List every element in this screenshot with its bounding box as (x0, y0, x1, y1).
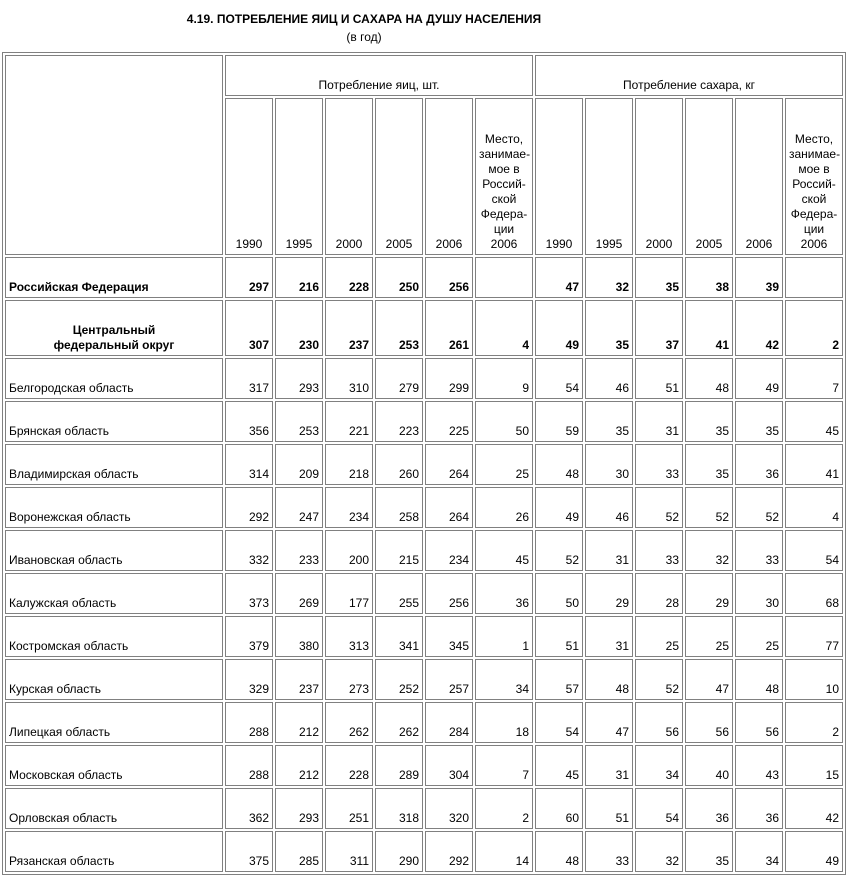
eggs-place: 1 (475, 616, 533, 657)
eggs-place: 45 (475, 530, 533, 571)
sugar-value-1990: 57 (535, 659, 583, 700)
sugar-value-2006: 56 (735, 702, 783, 743)
eggs-place: 50 (475, 401, 533, 442)
sugar-value-2006: 42 (735, 300, 783, 356)
sugar-place: 77 (785, 616, 843, 657)
sugar-value-1990: 48 (535, 831, 583, 872)
eggs-value-2006: 256 (425, 257, 473, 298)
eggs-value-2000: 177 (325, 573, 373, 614)
region-name: Калужская область (5, 573, 223, 614)
table-row (5, 300, 843, 356)
sugar-value-1995: 35 (585, 300, 633, 356)
sugar-value-1995: 51 (585, 788, 633, 829)
eggs-value-1990: 356 (225, 401, 273, 442)
eggs-year-header-2005: 2005 (375, 98, 423, 255)
eggs-year-header-2000: 2000 (325, 98, 373, 255)
table-row (5, 788, 843, 829)
eggs-value-2000: 251 (325, 788, 373, 829)
table-row (5, 702, 843, 743)
sugar-value-1990: 49 (535, 487, 583, 528)
eggs-value-1995: 380 (275, 616, 323, 657)
eggs-value-2005: 223 (375, 401, 423, 442)
sugar-value-2006: 36 (735, 444, 783, 485)
eggs-place: 26 (475, 487, 533, 528)
table-row (5, 401, 843, 442)
table-row (5, 257, 843, 298)
sugar-value-2005: 41 (685, 300, 733, 356)
sugar-value-1990: 59 (535, 401, 583, 442)
region-name: Воронежская область (5, 487, 223, 528)
sugar-value-2000: 52 (635, 487, 683, 528)
sugar-value-2000: 31 (635, 401, 683, 442)
eggs-value-1995: 293 (275, 788, 323, 829)
region-name: Ивановская область (5, 530, 223, 571)
sugar-place: 2 (785, 300, 843, 356)
eggs-value-1995: 293 (275, 358, 323, 399)
sugar-value-1995: 32 (585, 257, 633, 298)
eggs-value-2006: 234 (425, 530, 473, 571)
sugar-value-2005: 35 (685, 831, 733, 872)
sugar-value-1995: 33 (585, 831, 633, 872)
region-name: Орловская область (5, 788, 223, 829)
sugar-value-1990: 52 (535, 530, 583, 571)
sugar-value-2006: 39 (735, 257, 783, 298)
eggs-value-2006: 225 (425, 401, 473, 442)
eggs-value-1995: 212 (275, 745, 323, 786)
sugar-value-2000: 35 (635, 257, 683, 298)
sugar-group-header: Потребление сахара, кг (535, 55, 843, 96)
eggs-value-2005: 279 (375, 358, 423, 399)
sugar-value-2006: 33 (735, 530, 783, 571)
sugar-value-2000: 25 (635, 616, 683, 657)
sugar-value-2006: 30 (735, 573, 783, 614)
sugar-value-2005: 32 (685, 530, 733, 571)
sugar-year-header-2006: 2006 (735, 98, 783, 255)
eggs-place: 34 (475, 659, 533, 700)
region-name: Курская область (5, 659, 223, 700)
eggs-value-1990: 375 (225, 831, 273, 872)
sugar-value-2005: 40 (685, 745, 733, 786)
eggs-value-2005: 255 (375, 573, 423, 614)
eggs-value-1990: 317 (225, 358, 273, 399)
eggs-value-2006: 261 (425, 300, 473, 356)
corner-cell (5, 55, 223, 255)
table-row (5, 831, 843, 872)
sugar-value-1995: 46 (585, 358, 633, 399)
eggs-value-1995: 209 (275, 444, 323, 485)
eggs-value-1990: 332 (225, 530, 273, 571)
sugar-value-2005: 35 (685, 444, 733, 485)
group-header-row (5, 55, 843, 96)
eggs-value-2006: 264 (425, 444, 473, 485)
sugar-place-header: Место, занимае- мое в Россий- ской Федера- ции 2006 (785, 98, 843, 255)
eggs-value-2005: 253 (375, 300, 423, 356)
eggs-value-1995: 269 (275, 573, 323, 614)
region-name: Костромская область (5, 616, 223, 657)
sugar-value-1995: 31 (585, 530, 633, 571)
sugar-place: 54 (785, 530, 843, 571)
sugar-value-1990: 50 (535, 573, 583, 614)
eggs-value-1990: 307 (225, 300, 273, 356)
sugar-value-2005: 52 (685, 487, 733, 528)
eggs-place: 7 (475, 745, 533, 786)
sugar-value-1990: 54 (535, 702, 583, 743)
eggs-value-2005: 260 (375, 444, 423, 485)
eggs-value-2006: 257 (425, 659, 473, 700)
sugar-place: 10 (785, 659, 843, 700)
table-row (5, 444, 843, 485)
eggs-value-1990: 329 (225, 659, 273, 700)
eggs-value-2005: 290 (375, 831, 423, 872)
sugar-value-2005: 25 (685, 616, 733, 657)
eggs-place: 25 (475, 444, 533, 485)
sugar-place: 41 (785, 444, 843, 485)
eggs-value-1990: 362 (225, 788, 273, 829)
eggs-value-2006: 292 (425, 831, 473, 872)
table-row (5, 616, 843, 657)
table-row (5, 358, 843, 399)
table-row (5, 659, 843, 700)
eggs-value-2000: 262 (325, 702, 373, 743)
consumption-table (2, 52, 846, 875)
sugar-year-header-1995: 1995 (585, 98, 633, 255)
sugar-value-2005: 48 (685, 358, 733, 399)
sugar-value-2006: 25 (735, 616, 783, 657)
eggs-group-header: Потребление яиц, шт. (225, 55, 533, 96)
sugar-value-1990: 49 (535, 300, 583, 356)
eggs-value-2000: 237 (325, 300, 373, 356)
sugar-value-1995: 48 (585, 659, 633, 700)
eggs-value-1990: 314 (225, 444, 273, 485)
region-name: Брянская область (5, 401, 223, 442)
sugar-value-1995: 30 (585, 444, 633, 485)
eggs-value-2005: 341 (375, 616, 423, 657)
eggs-value-1995: 230 (275, 300, 323, 356)
sugar-value-1995: 47 (585, 702, 633, 743)
sugar-value-1990: 51 (535, 616, 583, 657)
sugar-value-2006: 43 (735, 745, 783, 786)
eggs-value-1995: 212 (275, 702, 323, 743)
sugar-value-2005: 38 (685, 257, 733, 298)
eggs-value-2000: 221 (325, 401, 373, 442)
table-title: 4.19. ПОТРЕБЛЕНИЕ ЯИЦ И САХАРА НА ДУШУ НАСЕЛЕНИЯ (186, 12, 542, 26)
sugar-value-1995: 46 (585, 487, 633, 528)
sugar-value-1990: 60 (535, 788, 583, 829)
eggs-place: 2 (475, 788, 533, 829)
eggs-value-1990: 373 (225, 573, 273, 614)
table-row (5, 530, 843, 571)
sugar-value-2000: 28 (635, 573, 683, 614)
eggs-value-1995: 233 (275, 530, 323, 571)
table-subtitle: (в год) (346, 30, 382, 44)
sugar-value-2006: 36 (735, 788, 783, 829)
eggs-value-1995: 216 (275, 257, 323, 298)
region-name: Московская область (5, 745, 223, 786)
eggs-year-header-1990: 1990 (225, 98, 273, 255)
eggs-value-2005: 262 (375, 702, 423, 743)
sugar-value-2000: 51 (635, 358, 683, 399)
eggs-value-1990: 288 (225, 702, 273, 743)
region-name: Центральный федеральный округ (5, 300, 223, 356)
region-name: Рязанская область (5, 831, 223, 872)
region-name: Российская Федерация (5, 257, 223, 298)
eggs-value-2005: 250 (375, 257, 423, 298)
eggs-value-2000: 273 (325, 659, 373, 700)
eggs-value-2006: 256 (425, 573, 473, 614)
sugar-value-2006: 34 (735, 831, 783, 872)
sugar-place: 7 (785, 358, 843, 399)
region-name: Владимирская область (5, 444, 223, 485)
sugar-value-2005: 36 (685, 788, 733, 829)
sugar-value-1990: 47 (535, 257, 583, 298)
eggs-value-2000: 228 (325, 745, 373, 786)
sugar-value-2006: 52 (735, 487, 783, 528)
eggs-value-2005: 258 (375, 487, 423, 528)
sugar-value-2000: 32 (635, 831, 683, 872)
sugar-value-1995: 31 (585, 616, 633, 657)
eggs-value-2006: 284 (425, 702, 473, 743)
eggs-value-2006: 304 (425, 745, 473, 786)
sugar-value-1990: 48 (535, 444, 583, 485)
sugar-value-1995: 29 (585, 573, 633, 614)
eggs-value-2006: 299 (425, 358, 473, 399)
eggs-place: 4 (475, 300, 533, 356)
sugar-value-1990: 45 (535, 745, 583, 786)
sugar-value-2000: 52 (635, 659, 683, 700)
eggs-value-2005: 289 (375, 745, 423, 786)
table-row (5, 487, 843, 528)
table-row (5, 573, 843, 614)
region-name: Липецкая область (5, 702, 223, 743)
sugar-value-2005: 47 (685, 659, 733, 700)
sugar-value-1990: 54 (535, 358, 583, 399)
eggs-place: 18 (475, 702, 533, 743)
eggs-value-2000: 234 (325, 487, 373, 528)
sugar-value-2006: 49 (735, 358, 783, 399)
sugar-value-2000: 33 (635, 444, 683, 485)
eggs-value-2005: 215 (375, 530, 423, 571)
sugar-value-2000: 33 (635, 530, 683, 571)
sugar-value-2006: 35 (735, 401, 783, 442)
eggs-value-2006: 345 (425, 616, 473, 657)
sugar-place: 49 (785, 831, 843, 872)
sugar-value-2006: 48 (735, 659, 783, 700)
sugar-value-1995: 31 (585, 745, 633, 786)
sugar-place: 42 (785, 788, 843, 829)
eggs-value-1990: 297 (225, 257, 273, 298)
sugar-place: 68 (785, 573, 843, 614)
sugar-value-2005: 29 (685, 573, 733, 614)
sugar-value-1995: 35 (585, 401, 633, 442)
eggs-value-1995: 253 (275, 401, 323, 442)
eggs-value-2006: 264 (425, 487, 473, 528)
eggs-value-2000: 200 (325, 530, 373, 571)
eggs-value-1990: 379 (225, 616, 273, 657)
eggs-value-1995: 285 (275, 831, 323, 872)
sugar-place (785, 257, 843, 298)
eggs-year-header-1995: 1995 (275, 98, 323, 255)
eggs-place: 36 (475, 573, 533, 614)
sugar-place: 15 (785, 745, 843, 786)
table-row (5, 745, 843, 786)
eggs-place: 9 (475, 358, 533, 399)
sugar-year-header-1990: 1990 (535, 98, 583, 255)
eggs-value-1995: 247 (275, 487, 323, 528)
sugar-value-2000: 34 (635, 745, 683, 786)
eggs-value-1990: 292 (225, 487, 273, 528)
eggs-value-2005: 252 (375, 659, 423, 700)
eggs-place-header: Место, занимае- мое в Россий- ской Федера- ции 2006 (475, 98, 533, 255)
eggs-value-2000: 313 (325, 616, 373, 657)
eggs-place: 14 (475, 831, 533, 872)
eggs-place (475, 257, 533, 298)
eggs-value-1990: 288 (225, 745, 273, 786)
eggs-value-1995: 237 (275, 659, 323, 700)
eggs-value-2006: 320 (425, 788, 473, 829)
eggs-value-2000: 311 (325, 831, 373, 872)
eggs-value-2000: 228 (325, 257, 373, 298)
eggs-value-2005: 318 (375, 788, 423, 829)
sugar-value-2005: 35 (685, 401, 733, 442)
sugar-value-2000: 37 (635, 300, 683, 356)
eggs-value-2000: 218 (325, 444, 373, 485)
sugar-place: 2 (785, 702, 843, 743)
eggs-value-2000: 310 (325, 358, 373, 399)
sugar-place: 4 (785, 487, 843, 528)
sugar-value-2000: 54 (635, 788, 683, 829)
sugar-place: 45 (785, 401, 843, 442)
sugar-value-2000: 56 (635, 702, 683, 743)
sugar-value-2005: 56 (685, 702, 733, 743)
sugar-year-header-2000: 2000 (635, 98, 683, 255)
eggs-year-header-2006: 2006 (425, 98, 473, 255)
sugar-year-header-2005: 2005 (685, 98, 733, 255)
region-name: Белгородская область (5, 358, 223, 399)
